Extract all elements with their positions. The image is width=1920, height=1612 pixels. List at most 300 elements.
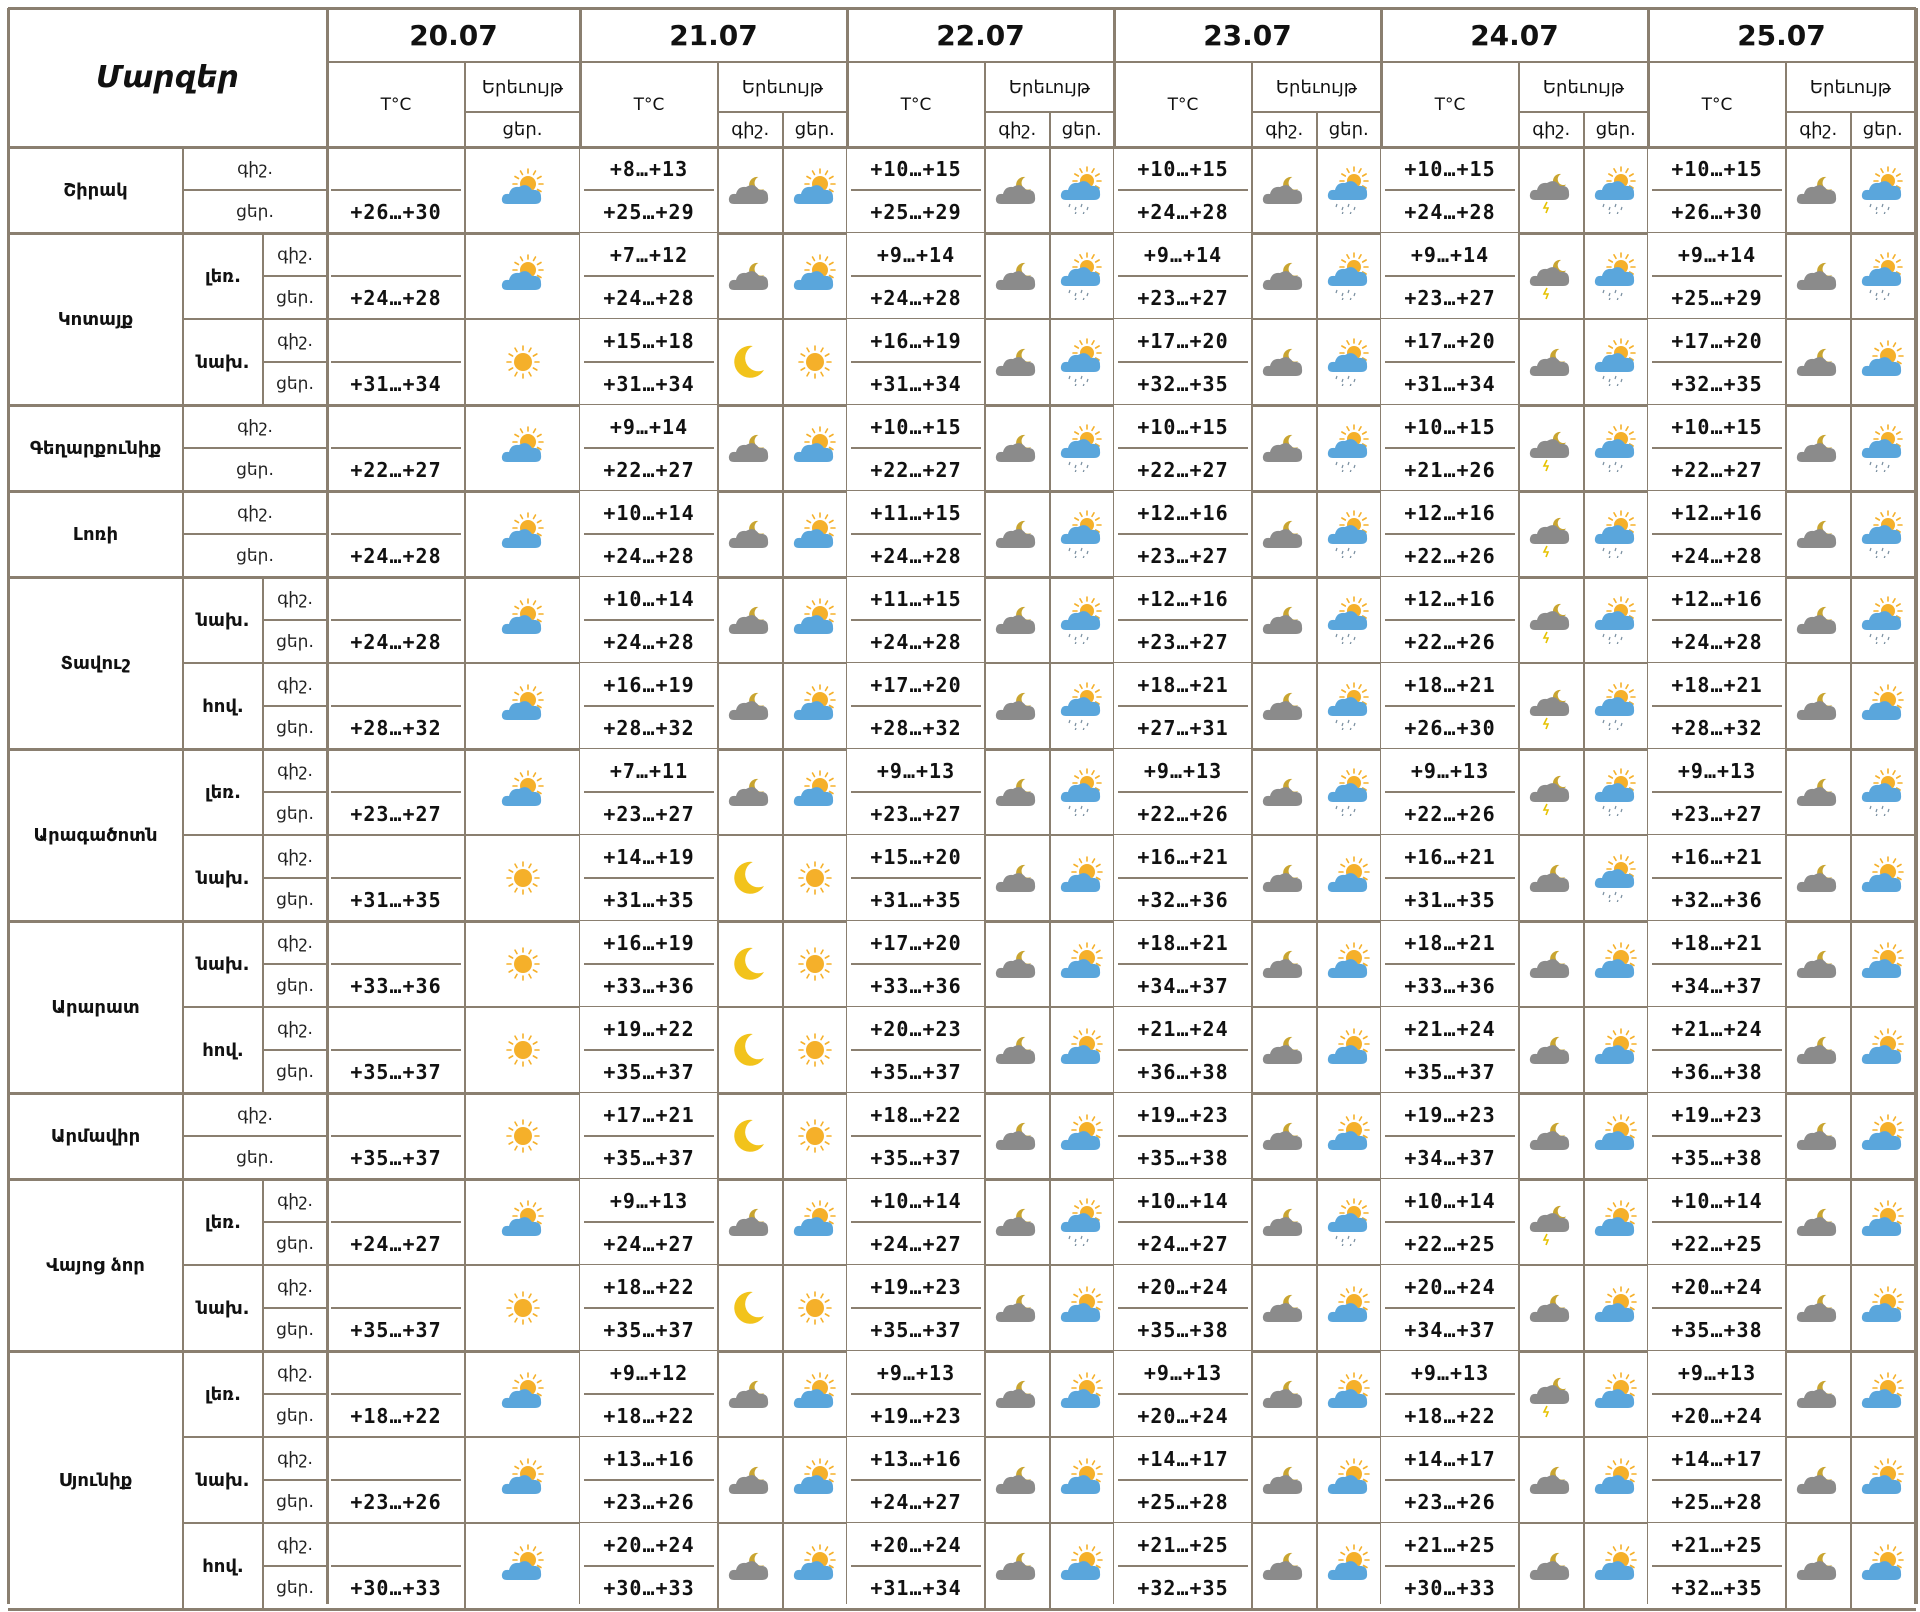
grid-line [1251,835,1253,921]
temp-night: +9…+13 [1381,1351,1519,1394]
temp-night: +8…+13 [580,147,718,190]
sun-icon [783,1007,848,1093]
grid-line [1583,1437,1585,1523]
sun-cloud-icon [1584,1265,1649,1351]
grid-line [1850,147,1852,233]
sun-cloud-icon [1584,1179,1649,1265]
grid-line [1583,663,1585,749]
grid-line [1251,405,1253,491]
temp-night: +10…+15 [1381,405,1519,448]
grey-moon-icon [985,663,1050,749]
temp-day: +24…+28 [847,276,985,319]
grid-line [584,1393,714,1395]
sun-cloud-icon [465,405,580,491]
sun-cloud-icon [783,577,848,663]
grid-line [1385,1393,1515,1395]
grid-line [1785,749,1787,835]
grid-line [584,877,714,879]
sun-rain-icon [1050,405,1115,491]
grid-line [1583,147,1585,233]
grid-line [1583,233,1585,319]
sun-cloud-icon [1050,1093,1115,1179]
grid-line [182,1351,184,1609]
grey-moon-icon [1786,921,1851,1007]
storm-moon-icon [1519,405,1584,491]
temp-day: +22…+26 [1381,534,1519,577]
grey-moon-icon [1252,1007,1317,1093]
temp-night: +18…+21 [1114,921,1252,964]
time-day: ցեր. [276,1405,314,1426]
grid-line [1385,275,1515,277]
temp-day: +24…+28 [1381,190,1519,233]
time-day: ցեր. [276,1061,314,1082]
grid-line [1652,361,1782,363]
temp-day: +35…+37 [580,1308,718,1351]
temp-night: +12…+16 [1648,577,1786,620]
sun-icon [783,1265,848,1351]
temp-night: +10…+14 [1381,1179,1519,1222]
grid-line [263,275,327,277]
grey-moon-icon [985,1437,1050,1523]
grid-line [717,1265,719,1351]
sun-rain-icon [1317,233,1382,319]
grid-line [182,577,184,749]
grid-line [1049,577,1051,663]
grid-line [331,1135,461,1137]
grid-line [1583,1179,1585,1265]
phenomenon-header: Երեւույթ [1542,76,1625,98]
grey-moon-icon [985,1007,1050,1093]
grid-line [1118,619,1248,621]
temp-night: +21…+25 [1381,1523,1519,1566]
grid-line [984,749,986,835]
temp-day: +23…+27 [1381,276,1519,319]
temp-day: +23…+27 [1648,792,1786,835]
date-header: 24.07 [1470,18,1559,52]
grid-line [1316,1351,1318,1437]
sun-rain-icon [1584,835,1649,921]
temp-day: +28…+32 [847,706,985,749]
grid-line [1652,1307,1782,1309]
grid-line [1252,111,1381,113]
grid-line [1049,1523,1051,1609]
grid-line [1850,233,1852,319]
grid-line [1518,1179,1520,1265]
grey-moon-icon [985,1265,1050,1351]
grid-line [331,963,461,965]
temp-day: +24…+28 [580,620,718,663]
grid-line [717,491,719,577]
grid-line [584,361,714,363]
temp-night: +12…+16 [1114,491,1252,534]
temp-day: +28…+32 [327,706,465,749]
grid-line [851,361,981,363]
grey-moon-icon [1252,1093,1317,1179]
grid-line [1850,1351,1852,1437]
grid-line [851,1221,981,1223]
grid-line [851,1049,981,1051]
temp-night: +20…+24 [847,1523,985,1566]
sun-rain-icon [1851,577,1916,663]
temp-night: +20…+24 [580,1523,718,1566]
temp-night: +19…+23 [1648,1093,1786,1136]
sun-rain-icon [1584,749,1649,835]
sun-rain-icon [1050,233,1115,319]
grid-line [1316,1179,1318,1265]
grid-line [1518,1523,1520,1609]
sun-rain-icon [1050,749,1115,835]
grid-line [1850,1523,1852,1609]
time-night: գիշ. [277,674,313,695]
temp-night: +10…+15 [1114,147,1252,190]
grid-line [851,963,981,965]
grid-line [1785,233,1787,319]
sun-cloud-icon [1851,1351,1916,1437]
temp-night: +15…+20 [847,835,985,878]
grey-moon-icon [1252,835,1317,921]
grid-line [1850,1437,1852,1523]
temp-night: +9…+13 [1114,1351,1252,1394]
grid-line [1251,663,1253,749]
temp-night: +9…+14 [1114,233,1252,276]
grid-line [1385,1479,1515,1481]
moon-icon [718,1007,783,1093]
grey-moon-icon [1252,663,1317,749]
grid-line [464,1437,466,1523]
grey-moon-icon [985,233,1050,319]
sun-cloud-icon [1851,1179,1916,1265]
sun-cloud-icon [1851,1007,1916,1093]
temp-day: +35…+37 [327,1050,465,1093]
grid-line [584,275,714,277]
temp-night: +9…+13 [847,1351,985,1394]
grid-line [584,1221,714,1223]
grid-line [1251,1179,1253,1265]
grid-line [851,1393,981,1395]
grid-line [263,963,327,965]
temp-day: +24…+28 [327,620,465,663]
sun-icon [465,835,580,921]
grid-line [263,1479,327,1481]
sun-cloud-icon [465,1523,580,1609]
grid-line [1251,147,1253,233]
date-header: 22.07 [936,18,1025,52]
temp-night: +9…+14 [580,405,718,448]
temp-day: +22…+27 [1648,448,1786,491]
temp-night: +10…+15 [1648,405,1786,448]
storm-moon-icon [1519,663,1584,749]
grid-line [1385,791,1515,793]
sun-cloud-icon [783,491,848,577]
grid-line [1519,111,1648,113]
temp-night: +17…+20 [1648,319,1786,362]
grid-line [1850,921,1852,1007]
grid-line [1518,1351,1520,1437]
sun-cloud-icon [1584,1007,1649,1093]
grid-line [331,1307,461,1309]
grid-line [782,112,784,147]
grid-line [1518,577,1520,663]
temp-day: +25…+29 [1648,276,1786,319]
temp-day: +27…+31 [1114,706,1252,749]
grey-moon-icon [1252,233,1317,319]
temp-night: +10…+15 [847,405,985,448]
temp-night: +16…+19 [580,663,718,706]
grey-moon-icon [1786,405,1851,491]
temp-day: +32…+35 [1114,1566,1252,1609]
grid-line [1118,1135,1248,1137]
temp-night: +19…+23 [1114,1093,1252,1136]
sun-cloud-icon [1317,1523,1382,1609]
grid-line [782,319,784,405]
grid-line [851,447,981,449]
region-name: Տավուշ [60,652,131,674]
grid-line [782,1351,784,1437]
grey-moon-icon [1252,1437,1317,1523]
grey-moon-icon [718,1523,783,1609]
grey-moon-icon [1252,405,1317,491]
temp-night: +18…+21 [1381,921,1519,964]
temp-day: +31…+34 [580,362,718,405]
grid-line [263,1307,327,1309]
sun-rain-icon [1050,491,1115,577]
temp-night: +9…+13 [1381,749,1519,792]
grid-line [1850,1007,1852,1093]
temp-day: +32…+35 [1114,362,1252,405]
grid-line [1850,1179,1852,1265]
temp-night: +18…+21 [1648,663,1786,706]
grid-line [1652,791,1782,793]
grid-line [1118,189,1248,191]
temp-night: +10…+15 [1114,405,1252,448]
grid-line [584,1565,714,1567]
grid-line [1518,62,1520,147]
grid-line [327,61,1916,63]
grey-moon-icon [985,1351,1050,1437]
temp-day: +28…+32 [1648,706,1786,749]
grid-line [1251,1265,1253,1351]
zone-label: նախ. [196,351,250,373]
grid-line [584,1307,714,1309]
grid-line [263,361,327,363]
grid-line [1652,1135,1782,1137]
sun-cloud-icon [1317,1351,1382,1437]
day-header: ցեր. [794,119,835,140]
temp-day: +22…+27 [1114,448,1252,491]
grey-moon-icon [985,835,1050,921]
temp-night: +20…+24 [1114,1265,1252,1308]
storm-moon-icon [1519,491,1584,577]
grid-line [1652,963,1782,965]
grid-line [183,1135,327,1137]
temp-header: T°C [1434,94,1466,115]
sun-cloud-icon [1050,1351,1115,1437]
grid-line [984,921,986,1007]
grey-moon-icon [1252,1523,1317,1609]
grid-line [717,1437,719,1523]
temp-night: +15…+18 [580,319,718,362]
temp-night: +14…+17 [1648,1437,1786,1480]
grey-moon-icon [1519,921,1584,1007]
sun-cloud-icon [1584,1523,1649,1609]
temp-night: +19…+22 [580,1007,718,1050]
temp-day: +33…+36 [327,964,465,1007]
time-day: ցեր. [276,1233,314,1254]
zone-label: հով. [202,1555,244,1577]
grid-line [1652,275,1782,277]
grid-line [1785,1437,1787,1523]
temp-day: +22…+26 [1114,792,1252,835]
grid-line [1049,1093,1051,1179]
grey-moon-icon [1786,1437,1851,1523]
grid-line [331,1479,461,1481]
grid-line [1118,275,1248,277]
grid-line [331,533,461,535]
sun-rain-icon [1584,147,1649,233]
grid-line [1785,62,1787,147]
temp-night: +9…+14 [847,233,985,276]
grid-line [851,189,981,191]
grid-line [584,705,714,707]
sun-rain-icon [1050,577,1115,663]
phenomenon-header: Երեւույթ [1008,76,1091,98]
temp-night: +16…+19 [847,319,985,362]
temp-day: +34…+37 [1648,964,1786,1007]
grid-line [1049,663,1051,749]
grey-moon-icon [1786,1523,1851,1609]
grid-line [1652,189,1782,191]
grid-line [1049,1179,1051,1265]
temp-night: +9…+13 [580,1179,718,1222]
grid-line [1316,319,1318,405]
temp-day: +32…+35 [1648,1566,1786,1609]
temp-night: +20…+23 [847,1007,985,1050]
temp-night: +9…+14 [1381,233,1519,276]
date-header: 21.07 [669,18,758,52]
grid-line [1583,577,1585,663]
grid-line [1785,835,1787,921]
grid-line [331,275,461,277]
grey-moon-icon [1519,1437,1584,1523]
grid-line [717,1007,719,1093]
grid-line [1583,112,1585,147]
sun-rain-icon [1050,1179,1115,1265]
grid-line [1652,1393,1782,1395]
sun-icon [783,319,848,405]
temp-day: +25…+29 [580,190,718,233]
grid-line [1118,1049,1248,1051]
grid-line [464,1093,466,1179]
grid-line [1118,877,1248,879]
temp-night: +18…+21 [1381,663,1519,706]
grid-line [263,1221,327,1223]
grid-line [331,1049,461,1051]
grey-moon-icon [1786,491,1851,577]
grid-line [182,1093,184,1179]
grey-moon-icon [1786,1351,1851,1437]
grid-line [1785,921,1787,1007]
grid-line [464,749,466,835]
time-night: գիշ. [277,1448,313,1469]
grid-line [1049,1265,1051,1351]
time-night: գիշ. [277,244,313,265]
temp-night: +16…+21 [1381,835,1519,878]
grey-moon-icon [1786,319,1851,405]
region-name: Արարատ [51,996,140,1018]
sun-cloud-icon [1050,1265,1115,1351]
grid-line [1850,319,1852,405]
temp-day: +31…+35 [580,878,718,921]
temp-day: +24…+27 [1114,1222,1252,1265]
grid-line [1385,1565,1515,1567]
sun-rain-icon [1317,147,1382,233]
grey-moon-icon [985,319,1050,405]
sun-rain-icon [1317,491,1382,577]
region-name: Սյունիք [58,1469,133,1491]
sun-cloud-icon [1050,1523,1115,1609]
sun-cloud-icon [1317,1265,1382,1351]
temp-day: +26…+30 [1381,706,1519,749]
storm-moon-icon [1519,233,1584,319]
grey-moon-icon [1786,577,1851,663]
grid-line [1583,1523,1585,1609]
grid-line [1251,1093,1253,1179]
temp-night: +9…+13 [1648,749,1786,792]
grid-line [782,233,784,319]
grey-moon-icon [985,1179,1050,1265]
grid-line [8,7,1916,10]
time-night: գիշ. [237,416,273,437]
sun-cloud-icon [783,663,848,749]
grid-line [1785,1523,1787,1609]
storm-moon-icon [1519,147,1584,233]
temp-night: +20…+24 [1648,1265,1786,1308]
temp-day: +23…+26 [580,1480,718,1523]
temp-night: +18…+22 [580,1265,718,1308]
night-header: գիշ. [1799,119,1838,140]
grid-line [717,233,719,319]
grid-line [182,405,184,491]
temp-night: +9…+12 [580,1351,718,1394]
temp-day: +35…+37 [847,1308,985,1351]
grid-line [1652,1221,1782,1223]
night-header: գիշ. [1532,119,1571,140]
grid-line [1652,1049,1782,1051]
grid-line [984,835,986,921]
grid-line [782,147,784,233]
sun-cloud-icon [1584,1437,1649,1523]
temp-night: +10…+15 [1381,147,1519,190]
grid-line [1316,663,1318,749]
sun-icon [783,1093,848,1179]
grid-line [1518,405,1520,491]
grid-line [984,577,986,663]
grid-line [1850,1265,1852,1351]
grid-line [1385,1307,1515,1309]
temp-night: +9…+13 [847,749,985,792]
grey-moon-icon [985,1523,1050,1609]
grid-line [182,491,184,577]
grid-line [1785,663,1787,749]
grey-moon-icon [1786,663,1851,749]
grid-line [717,147,719,233]
grid-line [717,749,719,835]
grey-moon-icon [1519,1093,1584,1179]
storm-moon-icon [1519,1351,1584,1437]
grid-line [1316,749,1318,835]
sun-cloud-icon [783,749,848,835]
temp-day: +32…+36 [1648,878,1786,921]
